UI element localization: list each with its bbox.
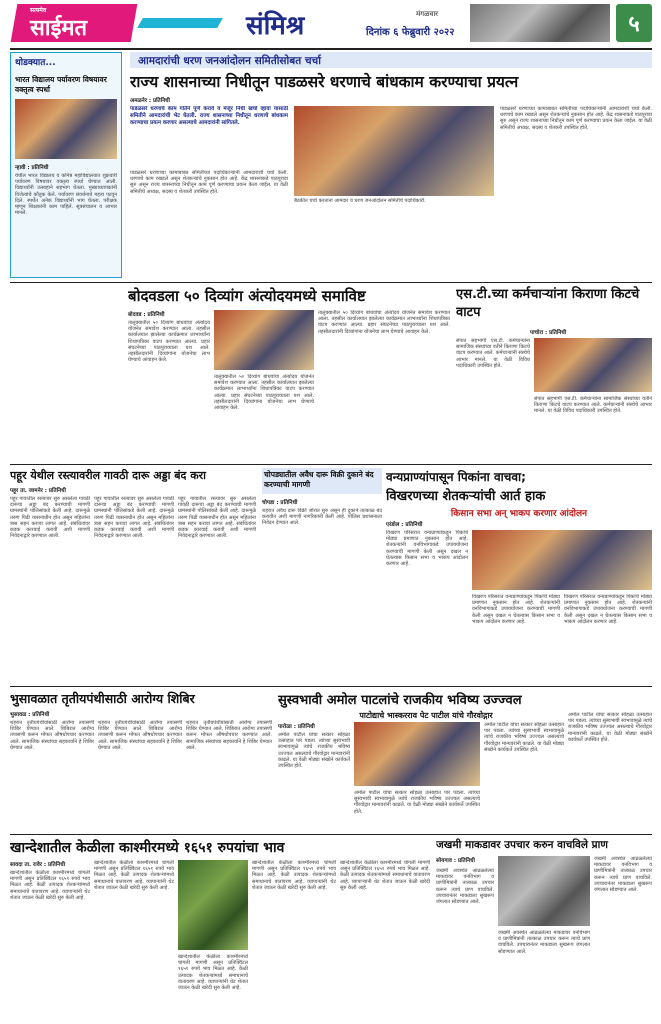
bodvad-body: तालुक्यातील ५० दिव्यांग बांधवांचा अंत्योदय योजनेत समावेश करण्यात आला. तहसील कार्यालयात झालेल्या कार्यक्रमात लाभार्थ्यांना शिधापत्रिका वाटप करण्यात आल्या. प्रहार संघटनेच्या पाठपुराव्याला यश आले. तहसीलदारांनी दिव्यांगांना योजनेचा लाभ घेण्याचे आवाहन केले.	[128, 320, 210, 364]
bodvad-body-2: तालुक्यातील ५० दिव्यांग बांधवांचा अंत्योदय योजनेत समावेश करण्यात आला. तहसील कार्यालयात झालेल्या कार्यक्रमात लाभार्थ्यांना शिधापत्रिका वाटप करण्यात आल्या. प्रहार संघटनेच्या पाठपुराव्याला यश आले. तहसीलदारांनी दिव्यांगांना योजनेचा लाभ घेण्याचे आवाहन केले.	[214, 374, 314, 412]
kisan-body: विखरण परिसरात वन्यप्राण्यांकडून पिकांचे मोठ्या प्रमाणात नुकसान होत आहे. शेतकऱ्यांनी वनविभागाकडे उपाययोजना करण्याची मागणी केली असून दखल न घेतल्यास किसान सभा व भाकप आंदोलन करणार आहे.	[386, 530, 468, 568]
makad-body: जखमी अवस्थेत आढळलेल्या माकडावर वनविभाग व प्राणीमित्रांनी तात्काळ उपचार करून त्याचे प्राण वाचविले. उपचारानंतर माकडाला सुखरूप जंगलात सोडण्यात आले.	[436, 868, 494, 906]
st-body: संपात सहभागी एस.टी. कर्मचाऱ्यांना सामाजिक संस्थांच्या वतीने किराणा किटचे वाटप करण्यात आले. कर्मचाऱ्यांनी संस्थेचे आभार मानले. या वेळी विविध पदाधिकारी उपस्थित होते.	[456, 338, 530, 369]
bodvad-body-3: तालुक्यातील ५० दिव्यांग बांधवांचा अंत्योदय योजनेत समावेश करण्यात आला. तहसील कार्यालयात झालेल्या कार्यक्रमात लाभार्थ्यांना शिधापत्रिका वाटप करण्यात आल्या. प्रहार संघटनेच्या पाठपुराव्याला यश आले. तहसीलदारांनी दिव्यांगांना योजनेचा लाभ घेण्याचे आवाहन केले.	[318, 310, 450, 335]
amol-body-3: अमोल पाटील यांचा सत्कार सोहळा उत्साहात पार पडला. त्यांच्या सुस्वभावी स्वभावामुळे त्यांचे राजकीय भविष्य उज्ज्वल असल्याचे गौरवोद्गार मान्यवरांनी काढले. या वेळी मोठ्या संख्येने कार्यकर्ते उपस्थित होते.	[484, 722, 564, 753]
divider-2	[10, 464, 652, 465]
keli-body-4: खान्देशातील केळीला काश्मीरमध्ये चांगली मागणी असून प्रतिक्विंटल १६५१ रुपये भाव मिळत आहे. केळी उत्पादक शेतकऱ्यांमध्ये समाधानाचे वातावरण आहे. व्यापाऱ्यांनी थेट शेतात जाऊन केळी खरेदी सुरु केली आहे.	[252, 860, 336, 891]
st-byline: पाचोरा : प्रतिनिधी	[530, 330, 567, 336]
lead-body-right: पाडळसरे धरणाच्या कामाबाबत समितीच्या पदाधिकाऱ्यांनी आमदारांशी चर्चा केली. धरणाचे काम रखडले असून शेतकऱ्यांचे नुकसान होत आहे. केंद्र शासनाकडे पाठपुरावा सुरु असून राज्य शासनाच्या निधीतून काम पूर्ण करण्याचा प्रयत्न केला जाईल. या वेळी समितीचे अध्यक्ष, सदस्य व शेतकरी उपस्थित होते.	[500, 106, 652, 131]
amol-headline: सुस्वभावी अमोल पाटलांचे राजकीय भविष्य उज्ज्वल	[278, 693, 522, 708]
kisan-body-3: विखरण परिसरात वन्यप्राण्यांकडून पिकांचे मोठ्या प्रमाणात नुकसान होत आहे. शेतकऱ्यांनी वनविभागाकडे उपाययोजना करण्याची मागणी केली असून दखल न घेतल्यास किसान सभा व भाकप आंदोलन करणार आहे.	[564, 594, 652, 625]
section-title: संमिश्र	[246, 11, 305, 41]
kisan-body-2: विखरण परिसरात वन्यप्राण्यांकडून पिकांचे मोठ्या प्रमाणात नुकसान होत आहे. शेतकऱ्यांनी वनविभागाकडे उपाययोजना करण्याची मागणी केली असून दखल न घेतल्यास किसान सभा व भाकप आंदोलन करणार आहे.	[472, 594, 560, 625]
sidebar-byline: न्हावी : प्रतिनिधी	[15, 165, 49, 171]
kisan-headline: विखरणच्या शेतकऱ्यांची आर्त हाक	[386, 489, 546, 504]
amol-body-2: अमोल पाटील यांचा सत्कार सोहळा उत्साहात पार पडला. त्यांच्या सुस्वभावी स्वभावामुळे त्यांचे राजकीय भविष्य उज्ज्वल असल्याचे गौरवोद्गार मान्यवरांनी काढले. या वेळी मोठ्या संख्येने कार्यकर्ते उपस्थित होते.	[354, 790, 480, 815]
keli-body-2: खान्देशातील केळीला काश्मीरमध्ये चांगली मागणी असून प्रतिक्विंटल १६५१ रुपये भाव मिळत आहे. केळी उत्पादक शेतकऱ्यांमध्ये समाधानाचे वातावरण आहे. व्यापाऱ्यांनी थेट शेतात जाऊन केळी खरेदी सुरु केली आहे.	[94, 860, 174, 891]
divider-3	[10, 686, 652, 687]
st-body-2: संपात सहभागी एस.टी. कर्मचाऱ्यांना सामाजिक संस्थांच्या वतीने किराणा किटचे वाटप करण्यात आले. कर्मचाऱ्यांनी संस्थेचे आभार मानले. या वेळी विविध पदाधिकारी उपस्थित होते.	[534, 396, 652, 415]
sidebar-body: येथील भारत विद्यालय व कनिष्ठ महाविद्यालयात शुक्रवारी पर्यावरण विषयावर वक्तृत्व स्पर्धा घेण्यात आली. विद्यार्थ्यांनी उत्साहाने सहभाग घेतला. मुख्याध्यापकांनी विजेत्यांचे कौतुक केले. पर्यावरण संवर्धनाचे महत्व पटवून दिले. स्पर्धेत अनेक विद्यार्थ्यांनी भाग घेतला. परीक्षक म्हणून शिक्षकांनी काम पाहिले. सूत्रसंचालन व आभार मानले.	[15, 173, 117, 217]
keli-photo	[178, 860, 248, 950]
day-label: मंगळवार	[416, 10, 439, 18]
masthead	[0, 0, 661, 48]
brand-prefix: सत्यमेव	[30, 7, 47, 14]
amol-body: अमोल पाटील यांचा सत्कार सोहळा उत्साहात पार पडला. त्यांच्या सुस्वभावी स्वभावामुळे त्यांचे राजकीय भविष्य उज्ज्वल असल्याचे गौरवोद्गार मान्यवरांनी काढले. या वेळी मोठ्या संख्येने कार्यकर्ते उपस्थित होते.	[278, 732, 350, 770]
amol-subhead: पाटोद्याचे भास्करराव पेट पाटील यांचे गौरवोद्गार	[359, 711, 493, 720]
divider-1	[10, 282, 652, 283]
lead-byline: अमळनेर : प्रतिनिधी	[130, 98, 170, 104]
divider-4	[10, 834, 652, 835]
brand-stripe	[137, 18, 223, 28]
sidebar	[10, 52, 122, 278]
lead-photo-caption: बैठकीत चर्चा करताना आमदार व धरण जनआंदोलन समितीचे पदाधिकारी.	[294, 198, 426, 204]
lead-body: पाडळसरे धरणाच्या कामाबाबत समितीच्या पदाधिकाऱ्यांनी आमदारांशी चर्चा केली. धरणाचे काम रखडले असून शेतकऱ्यांचे नुकसान होत आहे. केंद्र शासनाकडे पाठपुरावा सुरु असून राज्य शासनाच्या निधीतून काम पूर्ण करण्याचा प्रयत्न केला जाईल. या वेळी समितीचे अध्यक्ष, सदस्य व शेतकरी उपस्थित होते.	[130, 170, 288, 195]
arogya-headline: भुसावळात तृतीयपंथीसाठी आरोग्य शिबिर	[10, 691, 195, 706]
masthead-divider	[10, 48, 652, 50]
bodvad-byline: बोदवड : प्रतिनिधी	[128, 312, 165, 318]
gavthi-body: पहूर गावातील रस्त्यावर सुरु असलेला गावठी दारूचा अड्डा बंद करण्याची मागणी ग्रामस्थांनी पोलिसांकडे केली आहे. दारूमुळे तरुण पिढी व्यसनाधीन होत असून महिलांना त्रास सहन करावा लागत आहे. संबंधितांवर कडक कारवाई करावी अशी मागणी निवेदनाद्वारे करण्यात आली.	[10, 496, 90, 540]
sidebar-story-title: भारत विद्यालय पर्यावरण विषयावर वक्तृत्व स्पर्धा	[15, 75, 107, 94]
gavthi-body-2: पहूर गावातील रस्त्यावर सुरु असलेला गावठी दारूचा अड्डा बंद करण्याची मागणी ग्रामस्थांनी पोलिसांकडे केली आहे. दारूमुळे तरुण पिढी व्यसनाधीन होत असून महिलांना त्रास सहन करावा लागत आहे. संबंधितांवर कडक कारवाई करावी अशी मागणी निवेदनाद्वारे करण्यात आली.	[94, 496, 174, 540]
kisan-byline: एरंडोल : प्रतिनिधी	[386, 522, 423, 528]
makad-byline: सोयगाव : प्रतिनिधी	[436, 858, 475, 864]
chopda-body: शहरात अवैध दारू विक्री जोरात सुरु असून ही दुकाने तात्काळ बंद करावीत अशी मागणी नागरिकांनी केली आहे. पोलिस प्रशासनाला निवेदन देण्यात आले.	[262, 508, 382, 527]
chopda-byline: चोपडा : प्रतिनिधी	[262, 500, 298, 506]
st-headline: एस.टी.च्या कर्मचाऱ्यांना किराणा किटचे वाटप	[456, 287, 640, 320]
amol-byline: पारोळा : प्रतिनिधी	[278, 724, 315, 730]
date-label: दिनांक ६ फेब्रुवारी २०२२	[366, 27, 455, 38]
kisan-subhead: किसान सभा अन् भाकप करणार आंदोलन	[450, 509, 588, 519]
lead-kicker: आमदारांची धरण जनआंदोलन समितीसोबत चर्चा	[130, 52, 652, 68]
sidebar-photo	[15, 99, 117, 159]
keli-body: खान्देशातील केळीला काश्मीरमध्ये चांगली मागणी असून प्रतिक्विंटल १६५१ रुपये भाव मिळत आहे. केळी उत्पादक शेतकऱ्यांमध्ये समाधानाचे वातावरण आहे. व्यापाऱ्यांनी थेट शेतात जाऊन केळी खरेदी सुरु केली आहे.	[10, 870, 90, 901]
chopda-headline: चोपड्यातील अवैध दारू विक्री दुकाने बंद करण्याची मागणी	[262, 468, 382, 494]
makad-photo	[498, 856, 590, 926]
brand-name: साईमत	[30, 15, 88, 41]
keli-headline: खान्देशातील केळीला काश्मीरमध्ये १६५१ रुपयांचा भाव	[10, 840, 285, 856]
masthead-landmark-image	[470, 4, 610, 42]
keli-byline: सावदा ता. रावेर : प्रतिनिधी	[10, 862, 66, 868]
gavthi-headline: पहूर येथील रस्त्यावरील गावठी दारू अड्डा बंद करा	[10, 469, 206, 482]
keli-body-3: खान्देशातील केळीला काश्मीरमध्ये चांगली मागणी असून प्रतिक्विंटल १६५१ रुपये भाव मिळत आहे. केळी उत्पादक शेतकऱ्यांमध्ये समाधानाचे वातावरण आहे. व्यापाऱ्यांनी थेट शेतात जाऊन केळी खरेदी सुरु केली आहे.	[178, 954, 248, 992]
bodvad-headline: बोदवडला ५० दिव्यांग अंत्योदयमध्ये समाविष्ट	[128, 287, 366, 305]
makad-headline: जखमी माकडावर उपचार करुन वाचविले प्राण	[436, 839, 608, 851]
kisan-kicker: वन्यप्राण्यांपासून पिकांना वाचवा;	[386, 470, 526, 484]
lead-intro: पाडळसरे धरणाचे काम गतिने पूर्ण करावे व मंजूर निधी खर्चा व्हावा यासाठी समितीने आमदारांची भेट घेतली. राज्य शासनाच्या निधीतून धरणाचे बांधकाम करण्याचा प्रयत्न करणार असल्याचे आमदारांनी सांगितले.	[130, 106, 288, 126]
arogya-body: शहरात तृतीयपंथीयांसाठी आरोग्य तपासणी शिबिर घेण्यात आले. शिबिरात आरोग्य तपासणी करून मोफत औषधोपचार करण्यात आले. सामाजिक संस्थांच्या सहकार्याने हे शिबिर घेण्यात आले.	[10, 720, 94, 751]
lead-photo	[294, 106, 494, 196]
gavthi-body-3: पहूर गावातील रस्त्यावर सुरु असलेला गावठी दारूचा अड्डा बंद करण्याची मागणी ग्रामस्थांनी पोलिसांकडे केली आहे. दारूमुळे तरुण पिढी व्यसनाधीन होत असून महिलांना त्रास सहन करावा लागत आहे. संबंधितांवर कडक कारवाई करावी अशी मागणी निवेदनाद्वारे करण्यात आली.	[178, 496, 256, 540]
page-number: ५	[628, 12, 640, 37]
kisan-photo	[472, 530, 652, 590]
amol-body-4: अमोल पाटील यांचा सत्कार सोहळा उत्साहात पार पडला. त्यांच्या सुस्वभावी स्वभावामुळे त्यांचे राजकीय भविष्य उज्ज्वल असल्याचे गौरवोद्गार मान्यवरांनी काढले. या वेळी मोठ्या संख्येने कार्यकर्ते उपस्थित होते.	[568, 712, 652, 743]
st-photo	[534, 338, 652, 392]
arogya-body-3: शहरात तृतीयपंथीयांसाठी आरोग्य तपासणी शिबिर घेण्यात आले. शिबिरात आरोग्य तपासणी करून मोफत औषधोपचार करण्यात आले. सामाजिक संस्थांच्या सहकार्याने हे शिबिर घेण्यात आले.	[186, 720, 272, 751]
gavthi-byline: पहूर ता. जामनेर : प्रतिनिधी	[10, 488, 66, 494]
sidebar-label: थोडक्यात...	[15, 58, 56, 68]
keli-body-5: खान्देशातील केळीला काश्मीरमध्ये चांगली मागणी असून प्रतिक्विंटल १६५१ रुपये भाव मिळत आहे. केळी उत्पादक शेतकऱ्यांमध्ये समाधानाचे वातावरण आहे. व्यापाऱ्यांनी थेट शेतात जाऊन केळी खरेदी सुरु केली आहे.	[340, 860, 430, 891]
arogya-byline: भुसावळ : प्रतिनिधी	[10, 712, 50, 718]
amol-photo	[354, 722, 480, 786]
makad-body-2: जखमी अवस्थेत आढळलेल्या माकडावर वनविभाग व प्राणीमित्रांनी तात्काळ उपचार करून त्याचे प्राण वाचविले. उपचारानंतर माकडाला सुखरूप जंगलात सोडण्यात आले.	[498, 930, 590, 955]
arogya-body-2: शहरात तृतीयपंथीयांसाठी आरोग्य तपासणी शिबिर घेण्यात आले. शिबिरात आरोग्य तपासणी करून मोफत औषधोपचार करण्यात आले. सामाजिक संस्थांच्या सहकार्याने हे शिबिर घेण्यात आले.	[98, 720, 182, 751]
bodvad-photo	[214, 310, 314, 370]
makad-body-3: जखमी अवस्थेत आढळलेल्या माकडावर वनविभाग व प्राणीमित्रांनी तात्काळ उपचार करून त्याचे प्राण वाचविले. उपचारानंतर माकडाला सुखरूप जंगलात सोडण्यात आले.	[594, 856, 652, 894]
lead-headline: राज्य शासनाच्या निधीतून पाडळसरे धरणाचे बांधकाम करण्याचा प्रयत्न	[130, 73, 519, 91]
